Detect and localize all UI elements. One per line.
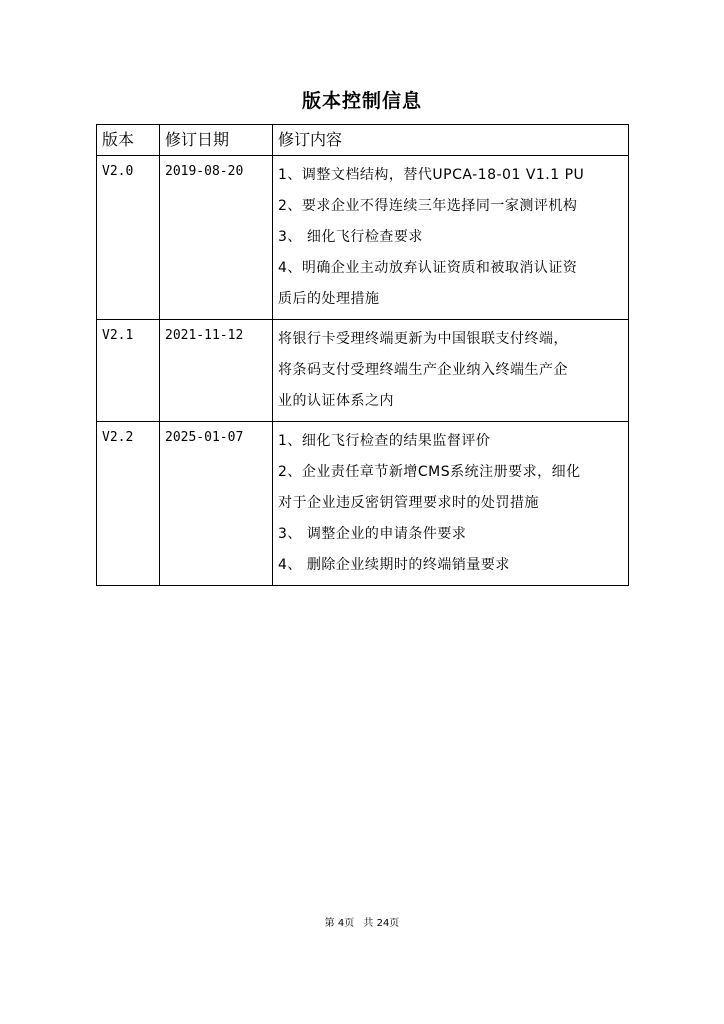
header-revision-date: 修订日期	[160, 125, 273, 156]
header-version: 版本	[97, 125, 160, 156]
row-date: 2021-11-12	[160, 320, 273, 422]
content-line: 3、 调整企业的申请条件要求	[278, 526, 467, 542]
content-line: 3、 细化飞行检查要求	[278, 229, 423, 245]
content-line: 4、 删除企业续期时的终端销量要求	[278, 557, 510, 573]
header-revision-content: 修订内容	[273, 125, 629, 156]
page-footer	[0, 914, 724, 929]
content-line: 2、要求企业不得连续三年选择同一家测评机构	[278, 198, 578, 214]
version-control-table	[96, 124, 629, 586]
content-line: 1、细化飞行检查的结果监督评价	[278, 433, 491, 449]
row-date: 2019-08-20	[160, 156, 273, 320]
page-number: 第 4页	[324, 918, 355, 929]
row-version: V2.2	[97, 422, 160, 586]
content-line: 对于企业违反密钥管理要求时的处罚措施	[278, 495, 539, 511]
content-line: 1、调整文档结构，替代UPCA-18-01 V1.1 PU	[278, 167, 585, 183]
row-content	[273, 422, 629, 586]
page-total: 共 24页	[363, 918, 400, 929]
content-line: 质后的处理措施	[278, 291, 380, 307]
row-date: 2025-01-07	[160, 422, 273, 586]
content-line: 将条码支付受理终端生产企业纳入终端生产企	[278, 362, 568, 378]
row-content	[273, 156, 629, 320]
page-title: 版本控制信息	[301, 90, 422, 112]
row-content	[273, 320, 629, 422]
content-line: 将银行卡受理终端更新为中国银联支付终端，	[278, 331, 568, 347]
content-line: 4、明确企业主动放弃认证资质和被取消认证资	[278, 260, 578, 276]
row-version: V2.0	[97, 156, 160, 320]
table-row	[97, 156, 629, 320]
table-row	[97, 422, 629, 586]
row-version: V2.1	[97, 320, 160, 422]
table-header-row	[97, 125, 629, 156]
table-row	[97, 320, 629, 422]
content-line: 业的认证体系之内	[278, 393, 394, 409]
content-line: 2、企业责任章节新增CMS系统注册要求，细化	[278, 464, 581, 480]
